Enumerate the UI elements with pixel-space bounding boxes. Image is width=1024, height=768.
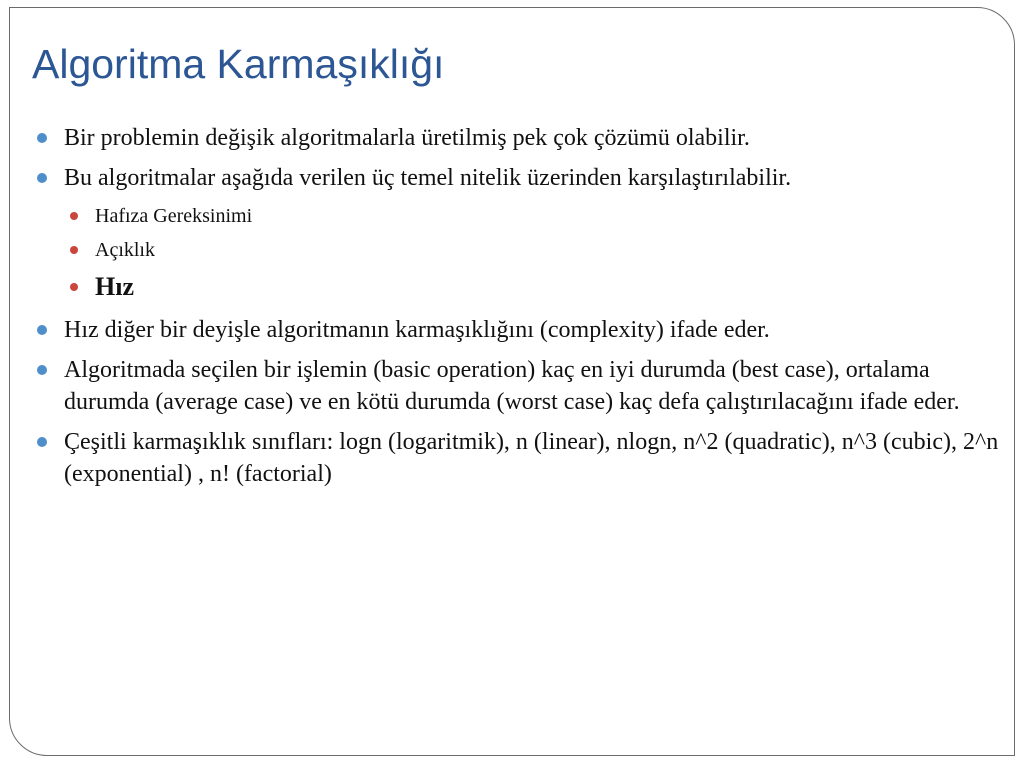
dot-bullet-icon (70, 246, 78, 254)
bullet-text: Çeşitli karmaşıklık sınıfları: logn (logaritmik), n (linear), nlogn, n^2 (quadratic), n^3 (cubic), 2^n (exponential) , n! (factorial) (64, 429, 999, 487)
dot-bullet-icon (37, 437, 47, 447)
sub-bullet-item (32, 270, 1010, 304)
slide-frame (9, 7, 1015, 756)
slide-title: Algoritma Karmaşıklığı (32, 41, 445, 87)
dot-bullet-icon (70, 212, 78, 220)
bullet-item (32, 354, 1010, 418)
dot-bullet-icon (37, 173, 47, 183)
bullet-item (32, 314, 1010, 346)
slide-content (32, 122, 1010, 498)
sub-bullet-item (32, 202, 1010, 230)
sub-bullet-text: Hafıza Gereksinimi (95, 205, 253, 227)
bullet-text: Bir problemin değişik algoritmalarla üretilmiş pek çok çözümü olabilir. (64, 125, 750, 151)
bullet-item (32, 162, 1010, 194)
sub-bullet-text: Hız (95, 272, 134, 301)
bullet-text: Hız diğer bir deyişle algoritmanın karmaşıklığını (complexity) ifade eder. (64, 317, 770, 343)
bullet-item (32, 122, 1010, 154)
dot-bullet-icon (37, 365, 47, 375)
sub-bullet-item (32, 236, 1010, 264)
bullet-text: Algoritmada seçilen bir işlemin (basic operation) kaç en iyi durumda (best case), ortalama durumda (average case) ve en kötü durumda (worst case) kaç defa çalıştırılacağını ifade eder. (64, 357, 960, 415)
dot-bullet-icon (70, 283, 78, 291)
dot-bullet-icon (37, 325, 47, 335)
dot-bullet-icon (37, 133, 47, 143)
bullet-item (32, 426, 1010, 490)
bullet-text: Bu algoritmalar aşağıda verilen üç temel nitelik üzerinden karşılaştırılabilir. (64, 165, 792, 191)
sub-bullet-text: Açıklık (95, 239, 155, 261)
